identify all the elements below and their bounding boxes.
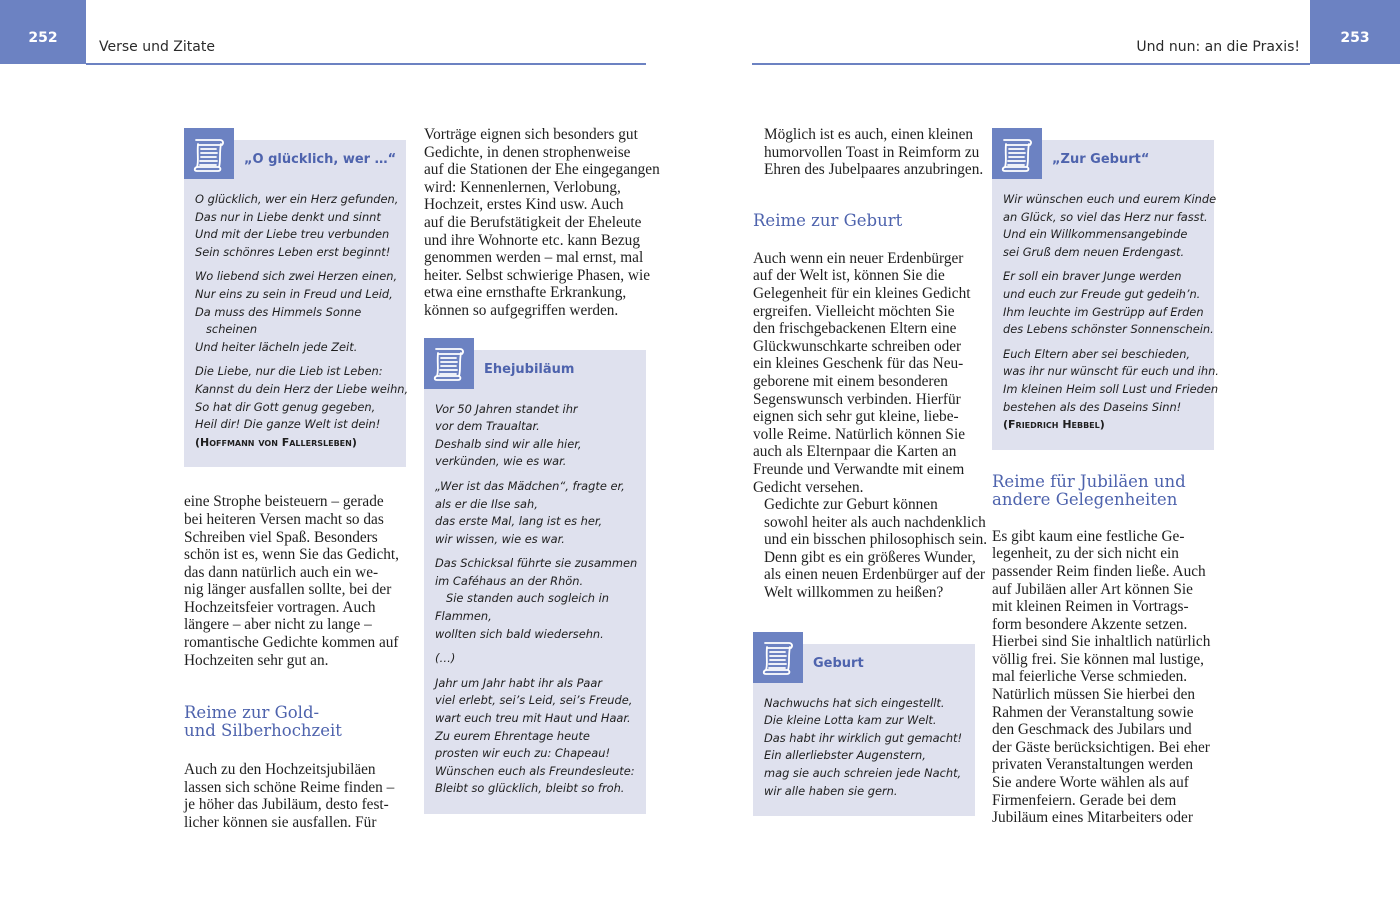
text-line: romantische Gedichte kommen auf <box>184 634 399 652</box>
column-1 <box>184 126 409 832</box>
poem-stanza <box>435 650 636 668</box>
poem-line: scheinen <box>206 322 258 337</box>
poem-line: Nachwuchs hat sich eingestellt. <box>764 695 945 710</box>
poem-line: was ihr nur wünscht für euch und ihn. <box>1003 364 1219 379</box>
text-line: und Silberhochzeit <box>184 721 342 741</box>
text-line: Hochzeiten sehr gut an. <box>184 651 329 669</box>
poem-line: Flammen, <box>435 609 492 624</box>
text-line: der Gäste berücksichtigen. Bei eher <box>992 738 1210 756</box>
poem-line: Ein allerliebster Augenstern, <box>764 748 926 763</box>
poem-line: Sie standen auch sogleich in <box>446 591 609 606</box>
column-2 <box>424 126 660 814</box>
text-line: ergreifen. Vielleicht möchten Sie <box>753 302 955 320</box>
column-4 <box>992 126 1219 827</box>
text-line: völlig frei. Sie können mal lustige, <box>992 650 1204 668</box>
text-line: Gedicht versehen. <box>753 478 864 496</box>
poem-line: Euch Eltern aber sei beschieden, <box>1003 346 1191 361</box>
body-paragraph <box>992 528 1214 827</box>
poem-line: mag sie auch schreien jede Nacht, <box>764 766 962 781</box>
text-line: auch als Elternpaar die Karten an <box>753 443 957 461</box>
poem-box-o-gluecklich <box>184 128 409 467</box>
section-heading-geburt <box>753 212 975 230</box>
text-line: volle Reime. Natürlich können Sie <box>753 425 965 443</box>
text-line: Rahmen der Veranstaltung sowie <box>992 703 1194 721</box>
text-line: genommen werden – mal ernst, mal <box>424 249 644 267</box>
poem-line: wollten sich bald wiedersehn. <box>435 626 604 641</box>
poem-stanza <box>1003 268 1214 338</box>
text-line: Es gibt kaum eine festliche Ge- <box>992 527 1185 545</box>
body-paragraph <box>753 250 975 496</box>
poem-line: Das nur in Liebe denkt und sinnt <box>195 209 381 224</box>
text-line: Reime für Jubiläen und <box>992 471 1186 491</box>
running-header-right: Und nun: an die Praxis! <box>1136 39 1300 55</box>
poem-line: Und ein Willkommensangebinde <box>1003 227 1188 242</box>
poem-line: Vor 50 Jahren standet ihr <box>435 401 578 416</box>
text-line: Hierbei sind Sie inhaltlich natürlich <box>992 633 1211 651</box>
text-line: wird: Kennenlernen, Verlobung, <box>424 178 621 196</box>
text-line: Gedichte zur Geburt können <box>764 496 938 514</box>
poem-line: Die kleine Lotta kam zur Welt. <box>764 713 937 728</box>
text-line: Segenswunsch verbinden. Hierfür <box>753 390 961 408</box>
text-line: je höher das Jubiläum, desto fest- <box>184 796 389 814</box>
poem-line: wir alle haben sie gern. <box>764 783 898 798</box>
text-line: Jubiläum eines Mitarbeiters oder <box>992 809 1193 827</box>
text-line: den frischgebackenen Eltern eine <box>753 320 957 338</box>
poem-stanza <box>195 363 409 451</box>
text-line: sowohl heiter als auch nachdenklich <box>764 513 986 531</box>
text-line: eignen sich sehr gut kleine, liebe- <box>753 408 959 426</box>
poem-line: verkünden, wie es war. <box>435 454 567 469</box>
poem-line: Nur eins zu sein in Freud und Leid, <box>195 286 393 301</box>
column-3 <box>753 126 988 816</box>
text-line: geborene mit einem besonderen <box>753 372 948 390</box>
poem-stanza <box>1003 346 1219 434</box>
text-line: passender Reim finden ließe. Auch <box>992 562 1206 580</box>
text-line: humorvollen Toast in Reimform zu <box>764 143 980 161</box>
poem-line: und euch zur Freude gut gedeih’n. <box>1003 286 1201 301</box>
body-paragraph <box>424 126 660 320</box>
poem-line: vor dem Traualtar. <box>435 419 540 434</box>
poem-line: Und heiter lächeln jede Zeit. <box>195 339 358 354</box>
poem-line: O glücklich, wer ein Herz gefunden, <box>195 192 399 206</box>
poem-line: als er die Ilse sah, <box>435 496 538 511</box>
poem-box-title: „Zur Geburt“ <box>1042 140 1214 179</box>
text-line: nig länger ausfallen sollte, bei der <box>184 581 392 599</box>
text-line: Schreiben viel Spaß. Besonders <box>184 528 378 546</box>
poem-stanza <box>435 478 636 548</box>
text-line: Auch zu den Hochzeitsjubiläen <box>184 761 376 779</box>
text-line: auf die Stationen der Ehe eingegangen <box>424 161 660 179</box>
poem-box-zur-geburt <box>992 128 1219 450</box>
poem-line: Er soll ein braver Junge werden <box>1003 269 1182 284</box>
text-line: Natürlich müssen Sie hierbei den <box>992 686 1196 704</box>
page-number-left: 252 <box>0 0 86 64</box>
text-line: eine Strophe beisteuern – gerade <box>184 493 384 511</box>
scroll-icon <box>184 128 234 179</box>
poem-line: So hat dir Gott genug gegeben, <box>195 399 376 414</box>
poem-box-ehejubilaeum <box>424 338 646 814</box>
poem-line: Sein schönres Leben erst beginnt! <box>195 244 391 259</box>
poem-stanza <box>195 268 396 356</box>
text-line: etwa eine ernsthafte Erkrankung, <box>424 284 627 302</box>
poem-author: (Hoffmann von Fallersleben) <box>195 435 357 449</box>
poem-box-geburt <box>753 632 975 817</box>
text-line: bei heiteren Versen macht so das <box>184 510 384 528</box>
poem-line: Da muss des Himmels Sonne <box>195 304 362 319</box>
text-line: Ehren des Jubelpaares anzubringen. <box>764 161 984 179</box>
text-line: Firmenfeiern. Gerade bei dem <box>992 791 1177 809</box>
text-line: Denn gibt es ein größeres Wunder, <box>764 548 976 566</box>
poem-line: Kannst du dein Herz der Liebe weihn, <box>195 381 409 396</box>
poem-line: Ihm leuchte im Gestrüpp auf Erden <box>1003 304 1204 319</box>
poem-body <box>184 179 409 467</box>
text-line: Auch wenn ein neuer Erdenbürger <box>753 249 964 267</box>
text-line: Freunde und Verwandte mit einem <box>753 460 965 478</box>
text-line: Glückwunschkarte schreiben oder <box>753 337 962 355</box>
text-line: Vorträge eignen sich besonders gut <box>424 126 638 143</box>
text-line: können so aufgegriffen werden. <box>424 301 619 319</box>
poem-box-title: Geburt <box>803 644 975 683</box>
text-line: licher können sie ausfallen. Für <box>184 814 377 832</box>
text-line: auf Jubiläen aller Art können Sie <box>992 580 1193 598</box>
poem-stanza <box>435 675 636 798</box>
text-line: den Geschmack des Jubilars und <box>992 721 1192 739</box>
text-line: form besondere Akzente setzen. <box>992 615 1188 633</box>
poem-line: im Caféhaus an der Rhön. <box>435 573 584 588</box>
poem-line: Wir wünschen euch und eurem Kinde <box>1003 192 1217 206</box>
text-line: mal feierliche Verse schmieden. <box>992 668 1188 686</box>
poem-line: viel erlebt, sei’s Leid, sei’s Freude, <box>435 693 633 708</box>
poem-line: Die Liebe, nur die Lieb ist Leben: <box>195 364 383 379</box>
body-paragraph <box>184 493 406 669</box>
header-rule-left <box>86 63 646 65</box>
poem-line: bestehen als des Daseins Sinn! <box>1003 399 1182 414</box>
text-line: Gedichte, in denen strophenweise <box>424 143 631 161</box>
running-header-left: Verse und Zitate <box>99 39 215 55</box>
poem-line: Wo liebend sich zwei Herzen einen, <box>195 269 398 284</box>
poem-line: Das Schicksal führte sie zusammen <box>435 556 638 571</box>
text-line: Möglich ist es auch, einen kleinen <box>764 126 974 143</box>
scroll-icon <box>424 338 474 389</box>
poem-line: prosten wir euch zu: Chapeau! <box>435 746 611 761</box>
poem-line: Zu eurem Ehrentage heute <box>435 728 590 743</box>
text-line: und ein bisschen philosophisch sein. <box>764 531 988 549</box>
text-line: schön ist es, wenn Sie das Gedicht, <box>184 546 399 564</box>
text-line: lassen sich schöne Reime finden – <box>184 778 395 796</box>
text-line: Hochzeit, erstes Kind usw. Auch <box>424 196 624 214</box>
poem-line: Das habt ihr wirklich gut gemacht! <box>764 730 963 745</box>
text-line: Reime zur Gold- <box>184 703 320 723</box>
poem-author: (Friedrich Hebbel) <box>1003 418 1105 432</box>
text-line: Welt willkommen zu heißen? <box>764 584 944 602</box>
section-heading-jubilaeen <box>992 473 1214 509</box>
poem-body <box>424 389 646 814</box>
poem-line: Heil dir! Die ganze Welt ist dein! <box>195 417 381 432</box>
poem-stanza <box>764 695 965 801</box>
text-line: Sie andere Worte wählen als auf <box>992 774 1189 792</box>
poem-line: wart euch treu mit Haut und Haar. <box>435 711 631 726</box>
scroll-icon <box>753 632 803 683</box>
text-line: und ihre Wohnorte etc. kann Bezug <box>424 231 640 249</box>
poem-box-title: „O glücklich, wer …“ <box>234 140 406 179</box>
poem-line: (…) <box>435 651 456 666</box>
body-paragraph <box>753 496 988 602</box>
poem-line: an Glück, so viel das Herz nur fasst. <box>1003 209 1208 224</box>
text-line: Gelegenheit für ein kleines Gedicht <box>753 284 971 302</box>
scroll-icon <box>992 128 1042 179</box>
poem-line: Im kleinen Heim soll Lust und Frieden <box>1003 381 1219 396</box>
text-line: längere – aber nicht zu lange – <box>184 616 372 634</box>
header-rule-right <box>752 63 1310 65</box>
poem-line: wir wissen, wie es war. <box>435 531 565 546</box>
body-paragraph <box>753 126 984 179</box>
poem-line: Wünschen euch als Freundesleute: <box>435 763 635 778</box>
poem-stanza <box>1003 191 1217 261</box>
text-line: legenheit, zu der sich nicht ein <box>992 545 1179 563</box>
poem-box-title: Ehejubiläum <box>474 350 646 389</box>
poem-line: Jahr um Jahr habt ihr als Paar <box>435 675 603 690</box>
text-line: heiter. Selbst schwierige Phasen, wie <box>424 266 651 284</box>
text-line: als einen neuen Erdenbürger auf der <box>764 566 985 584</box>
poem-line: des Lebens schönster Sonnenschein. <box>1003 322 1214 337</box>
poem-stanza <box>195 191 399 261</box>
poem-line: Und mit der Liebe treu verbunden <box>195 227 390 242</box>
page-number-right: 253 <box>1310 0 1400 64</box>
text-line: privaten Veranstaltungen werden <box>992 756 1194 774</box>
poem-body <box>992 179 1219 450</box>
poem-line: „Wer ist das Mädchen“, fragte er, <box>435 478 625 493</box>
text-line: ein kleines Geschenk für das Neu- <box>753 355 964 373</box>
text-line: das dann natürlich auch ein we- <box>184 563 379 581</box>
poem-line: Deshalb sind wir alle hier, <box>435 436 582 451</box>
text-line: Reime zur Geburt <box>753 210 903 230</box>
text-line: auf der Welt ist, können Sie die <box>753 267 945 285</box>
poem-line: sei Gruß dem neuen Erdengast. <box>1003 244 1185 259</box>
section-heading-gold-silberhochzeit <box>184 704 406 740</box>
poem-stanza <box>435 555 636 643</box>
poem-line: Bleibt so glücklich, bleibt so froh. <box>435 781 625 796</box>
poem-body <box>753 683 975 817</box>
poem-stanza <box>435 401 636 471</box>
body-paragraph <box>184 761 406 831</box>
text-line: andere Gelegenheiten <box>992 489 1178 509</box>
text-line: Hochzeitsfeier vortragen. Auch <box>184 598 376 616</box>
text-line: mit kleinen Reimen in Vortrags- <box>992 598 1189 616</box>
poem-line: das erste Mal, lang ist es her, <box>435 514 603 529</box>
text-line: auf die Berufstätigkeit der Eheleute <box>424 213 642 231</box>
